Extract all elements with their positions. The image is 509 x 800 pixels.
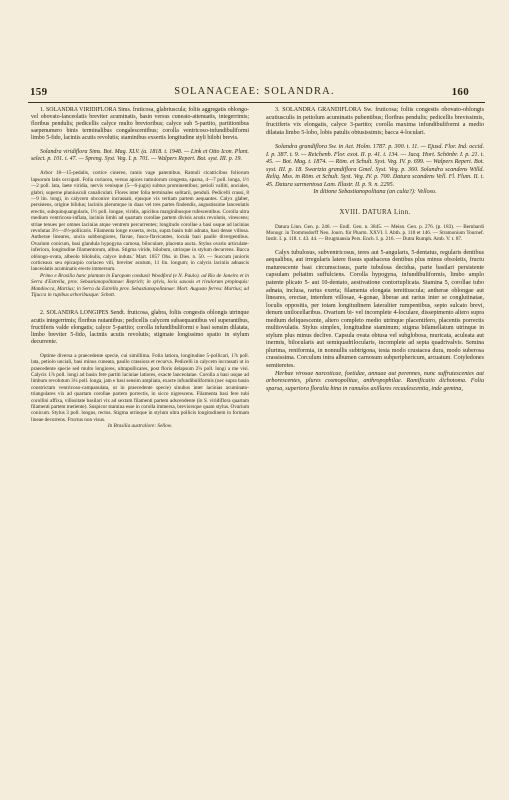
header-rule bbox=[28, 102, 485, 103]
left-column bbox=[31, 107, 249, 430]
species-2-description: Optime diversa a praecedente specie, cui simillima. Folia latiora, longitudine 5-pollicari, 1⅞ poll. lata, petiolo unciali, basi minus cuneata, paullo crassiora et recurva. Pedicelli in calycem incrassati ut in praecedente specie sed multo longiores, ultrapollicares, post floris delapsum 2¼ poll. longi a me visi. Calycis 1⅞ poll. longi ad basin fere partiti laciniae latiores, exacte lanceolatae. Corolla a basi usque ad limbum revolutum 3¼ poll. longa, jam e basi sensim ampliata, exacte infundibuliformis (nec supra basin constrictam ventricoso-campanulata, ut in praecedente specie) sinubus inter lacinias acuminato-triangulares vix ad quartam corollae partem porrectis, in sicco nigrescens. Filamenta basi fere tubi corollini affixa, villositate basilari vix ad sextam filamenti partem adscendente (in S. viridiflora quartam filamenti partem metiente). Suspicor stamina esse in corolla immersa, breviorsque quam stylus. Ovarium conicum. Stylus 3 poll. longus, rectus. Stigma utrinque in stylum ultra pollicis longitudinem in formam lineae decurrens. Fructus non visus. bbox=[31, 352, 249, 423]
genus-description: Calyx tubulosus, subventricosus, teres aut 5-angularis, 5-dentatus, regularis dentibus aequalibus, aut irregularis latere fissus spathaceus dentibus plus minus obsoletis, fructu maturescente basi circumscissus, parte tubulosa decidua, parte basilari persistente capsulam peltatim suffulciens. Corolla hypogyna, infundibuliformis, limbo amplo patente plicato 5- aut 10-dentato, aestivatione contortuplicata. Stamina 5, corollae tubo adnata, inclusa, rarius exerta; filamenta elongata tereitiuscula; antherae oblongae aut lineares, erectae, interdum villosae, 4-gonae, liberae aut rarius inter se conglutinatae, loculis oppositis, per totam longitudinem lateraliter rumpentibus, septo sulcato brevi, denum unilocellaribus. Ovarium bi- vel incomplete 4-loculare, dissepimento altero supra medium deliquescente, altero completo medio utrinque placentifero, placentis porrectis multiovulatis. Stylus simplex, longitudine staminum; stigma bilamellatum utrinque in stylum plus minus declive. Capsula ovata obtusa vel subglobosa, muricata, aculeata aut inermis, bilocularis aut semiquadrilocularis, incomplete ad septa quadrivalvis. Semina plurima, reniformia, in nonnullis subtrigona, testa modo crustacea dura, modo suberosa crassissima. Corculum intra albumen carnosum subperiphericum, arcuatum. Cotyledones semiteretes. bbox=[266, 249, 484, 369]
page-number-left: 159 bbox=[30, 86, 48, 98]
species-1-diagnosis: 1. SOLANDRA VIRIDIFLORA Sims. fruticosa, glabriuscula; foliis aggregatis oblongo-vel obovato-lanceolatis breviter acuminatis, basin versus cuneato-attenuatis, integerrimis; floribus pendulis; pedicellis calyce multo brevioribus; calyce sub 5-partito, partitionibus saepenumero binis terminalibus congalescentibus; corolla ventricoso-infundibuliformi limbo 5-fido, laciniis acutis revolutis; staminibus exsertis longitudine styli bilobi brevis. bbox=[31, 107, 249, 142]
species-3-habitat: In ditione Sebastianopolitana (an culta?): Velloso. bbox=[313, 189, 437, 196]
species-2-habitat: In Brasilia australiore: Sellow. bbox=[107, 423, 173, 430]
genus-references: Datura Linn. Gen. p. 246. — Endl. Gen. n. 3845. — Meisn. Gen. p. 276. (p. 183). — Bernhardi Monogr. in Trommsdorff Neu. Journ. für Pharm. XXVI. I. Abth. p. 118 et 146. — Stramonium Tournef. Instit. I. p. 118. t. 43. 44. — Brugmansia Pers. Ench. I. p. 216. — Dutra Rumph. Amb. V. t. 87. bbox=[266, 223, 484, 243]
species-3-synonymy: Solandra grandiflora Sw. in Act. Holm. 1787. p. 300. t. 11. — Ejusd. Flor. Ind. occid. I. p. 387. t. 9. — Reichenb. Flor. exot. II. p. 41. t. 134. — Jacq. Hort. Schönbr. I. p. 21. t. 45. — Bot. Mag. t. 1874. — Röm. et Schult. Syst. Veg. IV. p. 699. — Walpers Repert. Bot. syst. III. p. 18. Swartzia grandiflora Gmel. Syst. Veg. p. 360. Solandra scandens Willd. Reliq. Mss. in Röm. et Schult. Syst. Veg. IV. p. 700. Datura scandens Vell. Fl. Flum. II. t. 45. Datura sarmentosa Lam. Illustr. II. p. 9. n. 2295. bbox=[266, 144, 484, 188]
running-header bbox=[0, 86, 509, 100]
genus-habit: Herbae virosae narcoticae, foetidae, annuae aut perennes, nunc suffrutescentes aut arborescentes, plures cosmopolitae, anthropophilae. Ramificatio dichotoma. Folia sparsa, superiora floralia bina in ramulos axillares recaulescentia, inde gemina, bbox=[266, 370, 484, 392]
right-column bbox=[266, 107, 484, 393]
genus-heading: XVIII. DATURA Linn. bbox=[339, 209, 411, 217]
page-number-right: 160 bbox=[451, 86, 469, 98]
running-title: SOLANACEAE: SOLANDRA. bbox=[174, 86, 335, 97]
species-1-synonymy: Solandra viridiflora Sims. Bot. Mag. XLV. (a. 1818. t. 1948. — Link et Otto Icon. Plant. select. p. 101. t. 47. — Spreng. Syst. Veg. I. p. 701. — Walpers Repert. Bot. syst. III. p. 19. bbox=[31, 149, 249, 163]
species-2-diagnosis: 2. SOLANDRA LONGIPES Sendt. fruticosa, glabra, foliis congestis oblongis utrinque acutis integerrimis; floribus nutantibus; pedicellis calycem subaequantibus vel superantibus, fructiferis valde elongatis; calyce 5-partito; corolla infundibuliformi e basi sensim dilatata, limbo breviter 5-fido, laciniis acutis revolutis; stigmate longissimo spatio in stylum decurrente. bbox=[31, 310, 249, 345]
species-3-diagnosis: 3. SOLANDRA GRANDIFLORA Sw. fruticosa; foliis congestis obovato-oblongis acutiusculis in petiolum acuminatis pubentibus; floribus pendulis; pedicellis brevissimis, fructiferis vix elongatis, calyce 3-partito; corolla maxima infundibuliformi a medio dilatata limbo 5-lobo, lobis patulis obtusissimis; bacca 4-loculari. bbox=[266, 107, 484, 136]
species-1-habitat: Primo e Brasilia hanc plantam in Europam conduxit Woodford (e N. Paulo). ad Rio de Janeiro et in Serra d'Estrella, prov. Sebastianopolitanae: Reprich; in sylvis, locis saxosis et rivulorum propinquis: Mandiocca, Martius; in Serra da Estrella prov. Sebastianopolitanae: Mart. Augusto ferreu: Martius; ad Tijucca in rupibus arboribusque: Schott. bbox=[31, 272, 249, 299]
species-1-description: Arbor 18—15-pedalis, cortice cinereo, ramis vage patentibus. Ramuli cicatricibus foliorum lapsorum latis occupati. Folia coriacea, versus apices ramulorum congesta, sparsa, 4—7 poll. longa, 1½—2 poll. lata, laete viridia, nervis venisque (5—6-jugis) subtus prominentibus; petioli valliti, unciales, glabri, superne planiusculi canaliculati. Flores inter folia terminales solitarii, penduli. Pedicelli crassi, 8—9 lin. longi, in calycem obconice incrassati, ejusque vix tertiam partem aequantes. Calyx glaber, persistens, origine bilidus; laciniis plerumque in duas vel tres partes findendis, angustissime lanceolatis erectis, subquinquangularis, 1½ poll. longae, viridis, apicibus marginibusque rufescentibus. Corolla ultra medium ventricoso-inflata, laciniis limbi ad quartam corollae partem divisis acutis revolutis, virescens; striae tenues per omnes lacinias atque ventrem percurrentes; longitudo corollae a basi usque ad lacinias revolutas 3½—4½-pollicaris. Filamenta longe exserta, recta, supra basin tubi adnata, basi dense villosa. Antherae lineares, uncia subbongiores, flavae, fusco-flavicantes, locula basi paulle divergentibus. Ovarium conicum, basi glandula hypogyna carnosa, biloculare, placenta aucta. Stylus ovario articulate-inferiora, longitudine filamentorum, albus. Stigma viride, bilobum, utrinque in stylum decurrens. Bacca oblongo-ovata, albeolo bilobulis, calyce induta.' Mart. 1857 Obs. in Dies. n. 50. — Succum junioris corticeaux seu epicarpio coriaceo vili, breviter acutum, 11 lin. longum; in calycis laciniis adnascis lanceolatis acuminatis erecte immersum. bbox=[31, 170, 249, 273]
